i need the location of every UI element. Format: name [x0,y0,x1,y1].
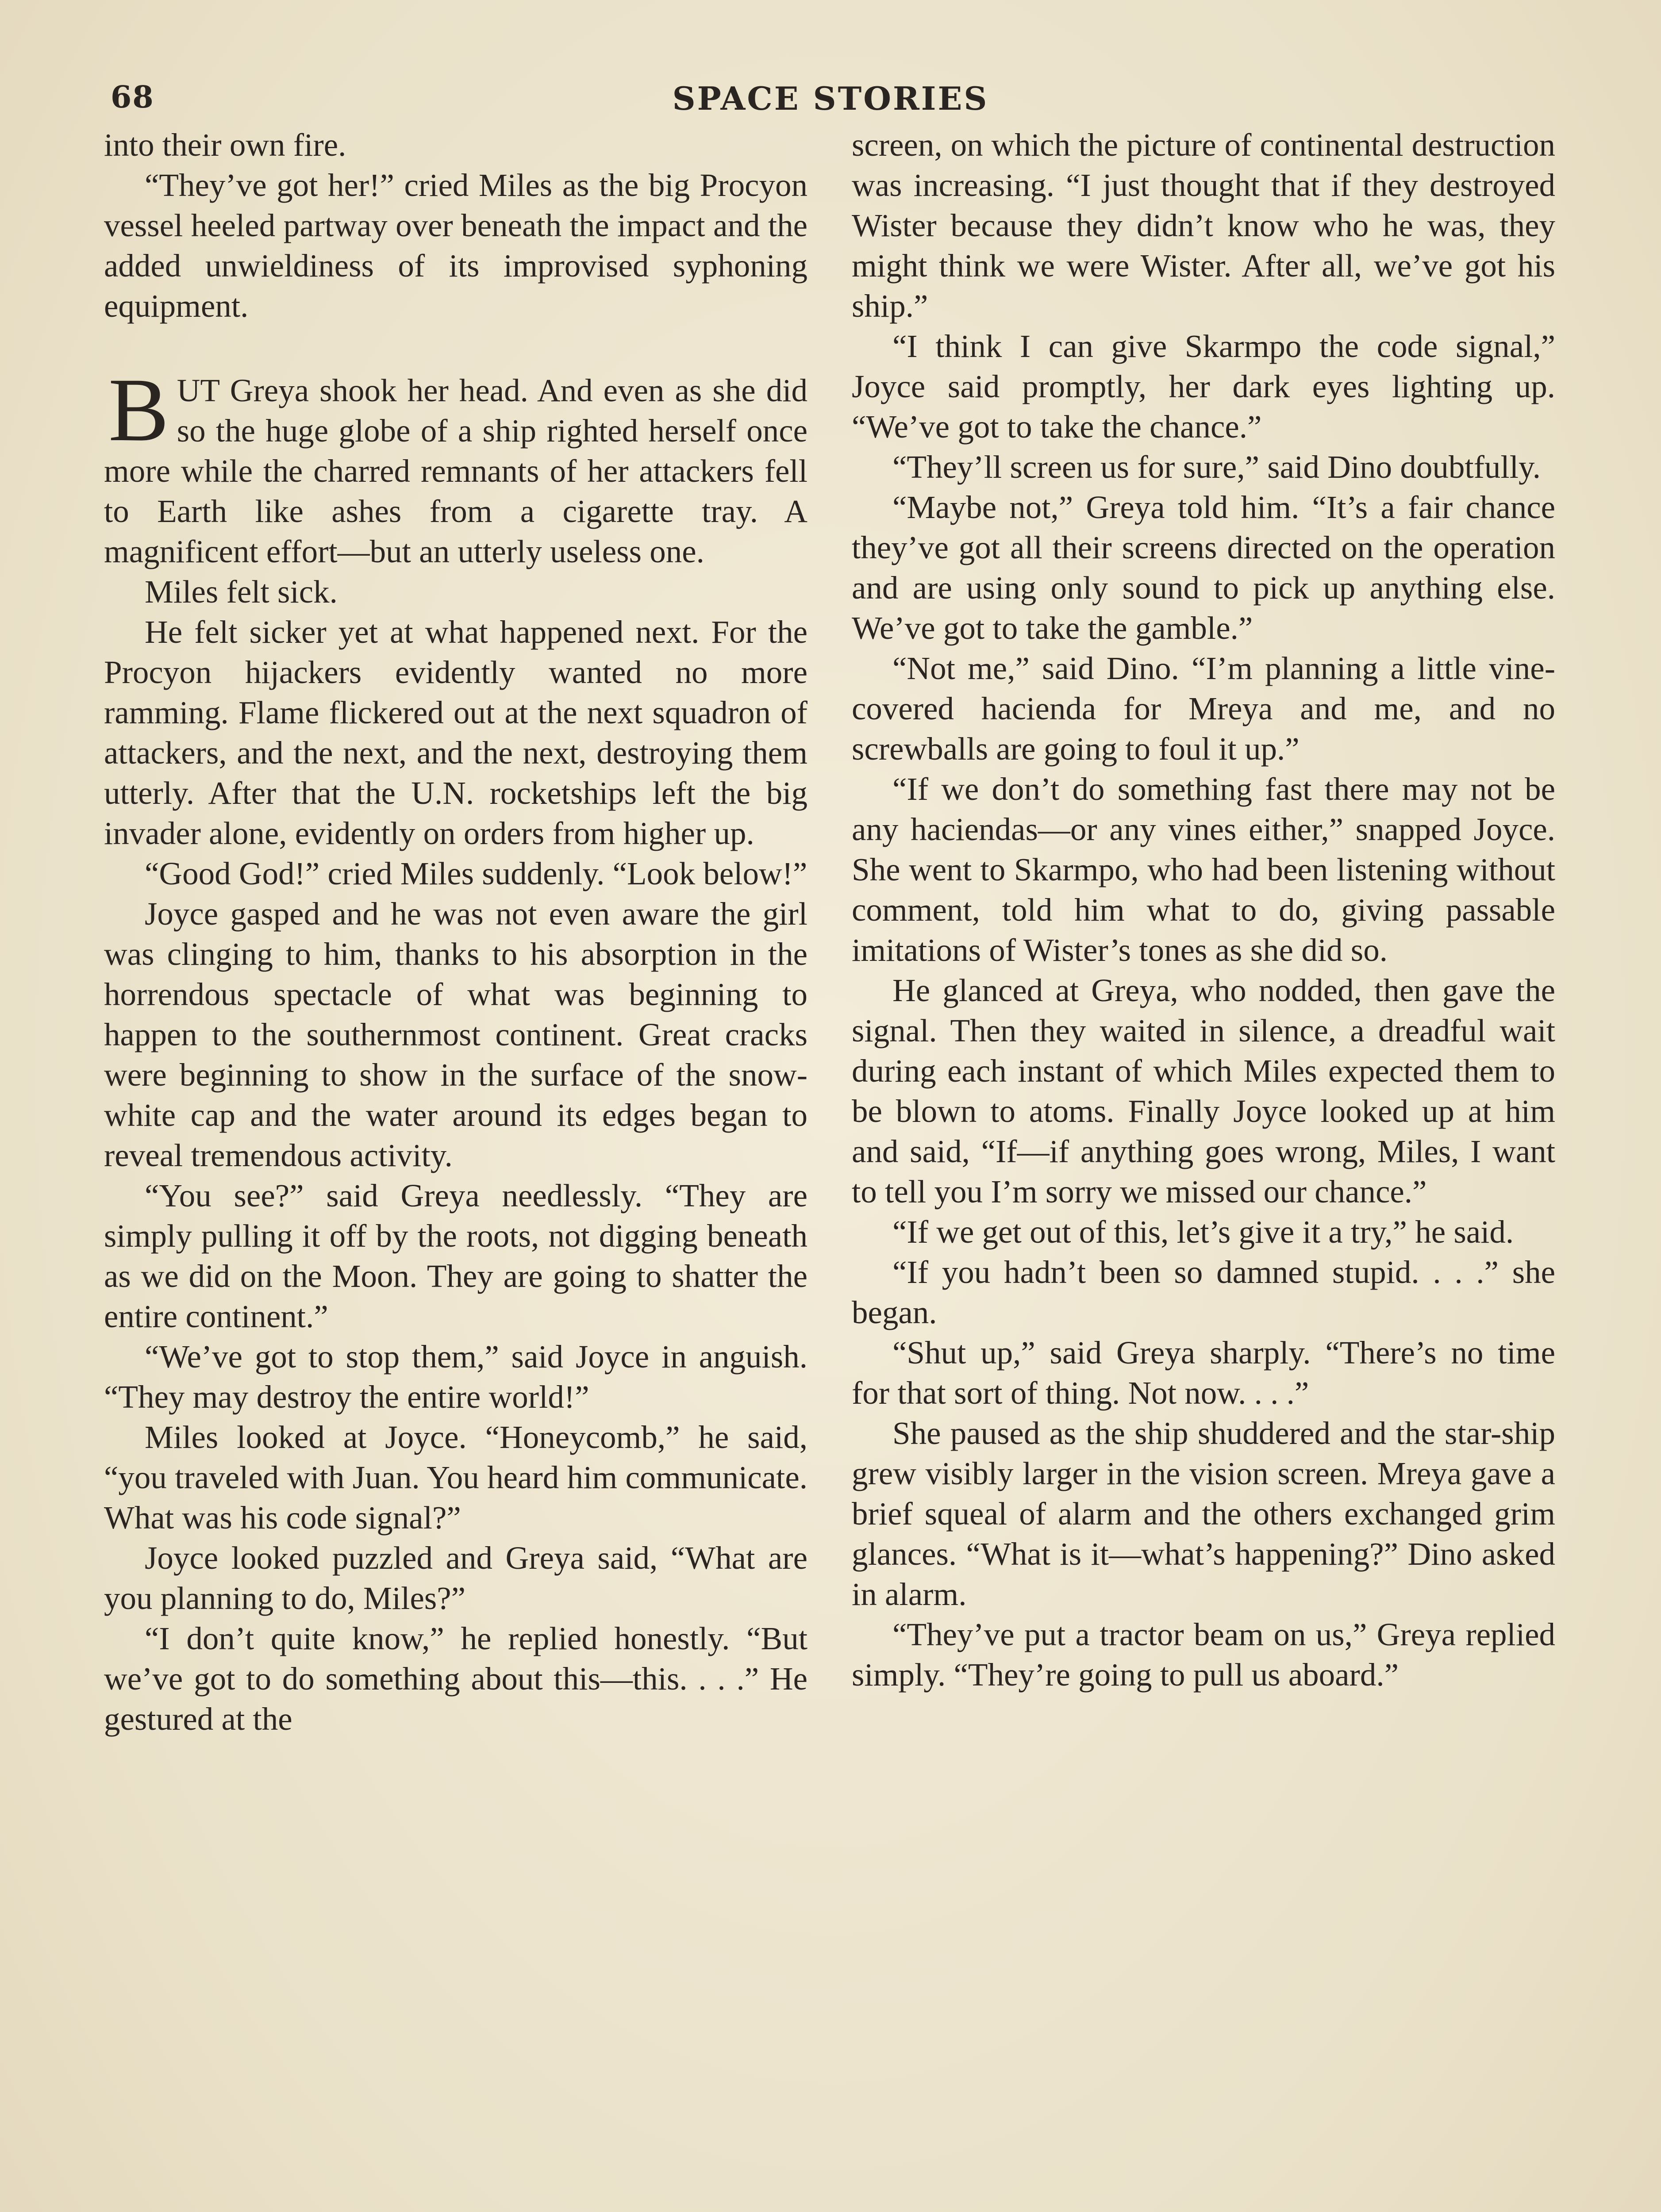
paragraph: He glanced at Greya, who nodded, then gave the signal. Then they waited in silence, a dreadful wait during each instant of which Miles expected them to be blown to atoms. Finally Joyce looked up at him and said, “If—if anything goes wrong, Miles, I want to tell you I’m sorry we missed our chance.” [852,972,1555,1210]
paragraph: Joyce looked puzzled and Greya said, “What are you planning to do, Miles?” [104,1540,807,1616]
page-header [111,80,1550,124]
paragraph: “They’ve got her!” cried Miles as the big Procyon vessel heeled partway over beneath the impact and the added unwieldiness of its improvised syphoning equipment. [104,167,807,324]
paragraph: “I don’t quite know,” he replied honestly. “But we’ve got to do something about this—this. . . .” He gestured at the [104,1621,807,1737]
paragraph: screen, on which the picture of continental destruction was increasing. “I just thought that if they destroyed Wister because they didn’t know who he was, they might think we were Wister. After all, we’ve got his ship.” [852,127,1555,324]
paragraph: “You see?” said Greya needlessly. “They are simply pulling it off by the roots, not digging beneath as we did on the Moon. They are going to shatter the entire continent.” [104,1178,807,1334]
drop-cap: B [108,360,169,460]
paragraph: “Shut up,” said Greya sharply. “There’s no time for that sort of thing. Not now. . . .” [852,1335,1555,1411]
paragraph: “If we get out of this, let’s give it a try,” he said. [892,1214,1514,1250]
paragraph: “Not me,” said Dino. “I’m planning a little vine-covered hacienda for Mreya and me, and no screwballs are going to foul it up.” [852,650,1555,767]
left-column [104,125,807,1739]
paragraph: “They’ll screen us for sure,” said Dino doubtfully. [892,449,1541,485]
paragraph: “If you hadn’t been so damned stupid. . . .” she began. [852,1254,1555,1330]
paragraph-text: UT Greya shook her head. And even as she did so the huge globe of a ship righted herself once more while the charred remnants of her attackers fell to Earth like ashes from a cigarette tray. A magnificent effort—but an utterly useless one. [104,373,807,569]
paragraph: “Good God!” cried Miles suddenly. “Look below!” [145,856,807,891]
paragraph: “They’ve put a tractor beam on us,” Greya replied simply. “They’re going to pull us aboard.” [852,1617,1555,1693]
paragraph: “I think I can give Skarmpo the code signal,” Joyce said promptly, her dark eyes lighting up. “We’ve got to take the chance.” [852,328,1555,445]
page-number: 68 [111,80,154,115]
right-column [852,125,1555,1695]
drop-cap-paragraph [104,360,807,572]
paragraph: Miles felt sick. [145,574,338,610]
paragraph: She paused as the ship shuddered and the star-ship grew visibly larger in the vision screen. Mreya gave a brief squeal of alarm and the others exchanged grim glances. “What is it—what’s happening?” Dino asked in alarm. [852,1415,1555,1612]
paragraph: Joyce gasped and he was not even aware the girl was clinging to him, thanks to his absorption in the horrendous spectacle of what was beginning to happen to the southernmost continent. Great cracks were beginning to show in the surface of the snow-white cap and the water around its edges began to reveal tremendous activity. [104,896,807,1173]
paragraph: into their own fire. [104,127,346,163]
paragraph: “Maybe not,” Greya told him. “It’s a fair chance they’ve got all their screens directed on the operation and are using only sound to pick up anything else. We’ve got to take the gamble.” [852,489,1555,646]
paragraph: “If we don’t do something fast there may not be any haciendas—or any vines either,” snapped Joyce. She went to Skarmpo, who had been listening without comment, told him what to do, giving passable imitations of Wister’s tones as she did so. [852,771,1555,968]
paragraph: Miles looked at Joyce. “Honeycomb,” he said, “you traveled with Juan. You heard him communicate. What was his code signal?” [104,1419,807,1536]
running-title: SPACE STORIES [672,80,989,117]
paragraph: “We’ve got to stop them,” said Joyce in anguish. “They may destroy the entire world!” [104,1339,807,1415]
paragraph: He felt sicker yet at what happened next. For the Procyon hijackers evidently wanted no more ramming. Flame flickered out at the next squadron of attackers, and the next, and the next, destroying them utterly. After that the U.N. rocketships left the big invader alone, evidently on orders from higher up. [104,614,807,851]
